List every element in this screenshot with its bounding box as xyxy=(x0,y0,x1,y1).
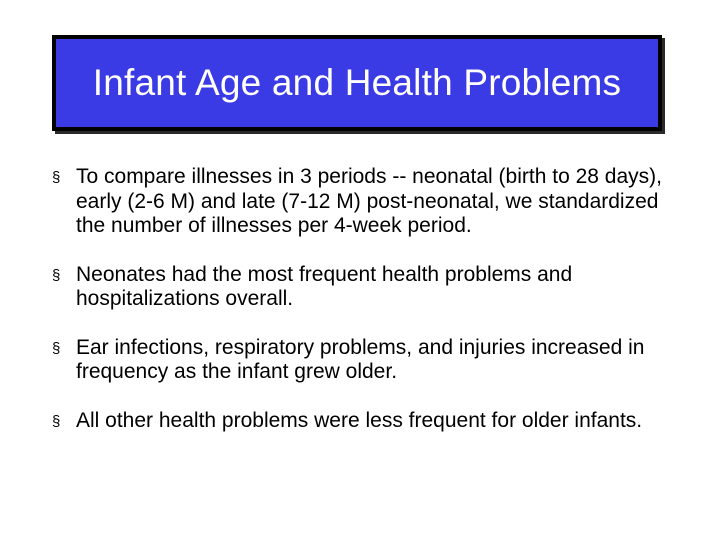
title-banner xyxy=(52,35,662,131)
bullet-marker-icon: § xyxy=(52,266,61,284)
bullet-text: To compare illnesses in 3 periods -- neonatal (birth to 28 days), early (2-6 M) and late (7-12 M) post-neonatal, we standardized the number of illnesses per 4-week period. xyxy=(76,165,662,237)
bullet-text: All other health problems were less frequent for older infants. xyxy=(76,408,643,432)
bullet-text: Ear infections, respiratory problems, and injuries increased in frequency as the infant grew older. xyxy=(76,335,645,383)
bullet-text: Neonates had the most frequent health problems and hospitalizations overall. xyxy=(76,262,573,310)
bullet-item xyxy=(52,263,672,312)
slide-title: Infant Age and Health Problems xyxy=(92,62,622,103)
bullet-marker-icon: § xyxy=(52,412,61,430)
bullet-list xyxy=(52,165,672,457)
bullet-item xyxy=(52,336,672,385)
bullet-item xyxy=(52,165,672,239)
bullet-marker-icon: § xyxy=(52,339,61,357)
bullet-item xyxy=(52,409,672,434)
bullet-marker-icon: § xyxy=(52,169,61,186)
